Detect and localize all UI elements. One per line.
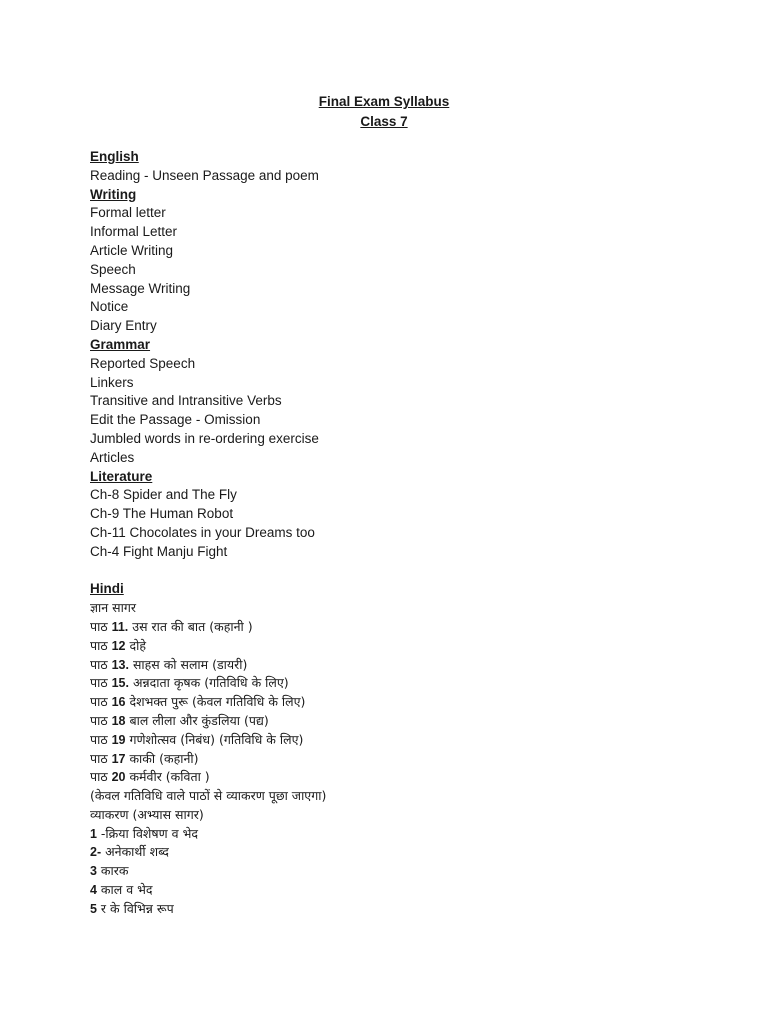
lesson-title: काकी (कहानी) [125,750,199,766]
lesson-prefix: पाठ [90,731,112,747]
english-reading: Reading - Unseen Passage and poem [90,167,319,183]
hindi-note: (केवल गतिविधि वाले पाठों से व्याकरण पूछा जाएगा) [90,788,327,804]
hindi-heading: Hindi [90,581,124,597]
lesson-title: देशभक्त पुरू (केवल गतिविधि के लिए) [125,694,306,710]
lesson-prefix: पाठ [90,656,112,672]
writing-heading: Writing [90,186,137,202]
hindi-lesson [90,656,690,675]
lesson-prefix: पाठ [90,637,112,653]
lesson-number: 19 [111,732,126,747]
item-number: 2- [90,845,102,860]
lesson-number: 15. [111,676,129,691]
lesson-title: अन्नदाता कृषक (गतिविधि के लिए) [128,675,289,691]
writing-item: Speech [90,261,136,277]
literature-item: Ch-11 Chocolates in your Dreams too [90,524,315,540]
literature-heading: Literature [90,468,153,484]
title-block [0,92,768,132]
hindi-lesson [90,731,690,750]
lesson-title: गणेशोत्सव (निबंध) (गतिविधि के लिए) [125,731,304,747]
writing-item: Article Writing [90,242,174,258]
hindi-grammar-item [90,843,690,862]
lesson-title: बाल लीला और कुंडलिया (पद्य) [125,712,269,728]
hindi-lesson [90,750,690,769]
literature-item: Ch-8 Spider and The Fly [90,487,237,503]
lesson-title: उस रात की बात (कहानी ) [128,618,253,634]
hindi-grammar-item [90,825,690,844]
hindi-lesson [90,712,690,731]
grammar-item: Reported Speech [90,355,196,371]
item-number: 3 [90,864,97,879]
writing-item: Informal Letter [90,224,178,240]
lesson-prefix: पाठ [90,694,112,710]
lesson-number: 12 [111,638,126,653]
hindi-grammar-item [90,881,690,900]
hindi-grammar-item [90,900,690,919]
item-text: -क्रिया विशेषण व भेद [96,825,199,841]
item-number: 1 [90,826,97,841]
literature-item: Ch-4 Fight Manju Fight [90,543,228,559]
lesson-prefix: पाठ [90,750,112,766]
hindi-lesson [90,618,690,637]
lesson-title: दोहे [125,637,146,653]
item-number: 4 [90,883,97,898]
section-gap [90,562,690,581]
grammar-item: Edit the Passage - Omission [90,412,261,428]
english-heading: English [90,149,139,164]
lesson-prefix: पाठ [90,769,112,785]
hindi-lesson [90,768,690,787]
grammar-item: Jumbled words in re-ordering exercise [90,430,319,446]
grammar-item: Articles [90,449,135,465]
hindi-grammar-item [90,862,690,881]
grammar-heading: Grammar [90,336,151,352]
lesson-title: साहस को सलाम (डायरी) [128,656,248,672]
lesson-number: 20 [111,770,126,785]
item-text: र के विभिन्न रूप [96,900,174,916]
item-number: 5 [90,901,97,916]
item-text: काल व भेद [96,882,153,898]
document-title: Final Exam Syllabus [318,94,450,109]
class-title: Class 7 [360,114,408,129]
lesson-number: 11. [111,619,129,634]
hindi-grammar-book: व्याकरण (अभ्यास सागर) [90,806,204,822]
hindi-lesson [90,693,690,712]
lesson-title: कर्मवीर (कविता ) [125,769,210,785]
grammar-item: Transitive and Intransitive Verbs [90,393,282,409]
lesson-number: 17 [111,751,126,766]
literature-item: Ch-9 The Human Robot [90,506,234,522]
writing-item: Notice [90,299,129,315]
writing-item: Diary Entry [90,318,157,334]
lesson-prefix: पाठ [90,712,112,728]
hindi-book-title: ज्ञान सागर [90,600,136,616]
lesson-number: 13. [111,657,129,672]
lesson-prefix: पाठ [90,618,112,634]
hindi-lesson [90,637,690,656]
hindi-lesson [90,674,690,693]
item-text: कारक [96,863,129,879]
writing-item: Message Writing [90,280,191,296]
grammar-item: Linkers [90,374,134,390]
writing-item: Formal letter [90,205,166,221]
lesson-prefix: पाठ [90,675,112,691]
lesson-number: 16 [111,695,126,710]
lesson-number: 18 [111,713,126,728]
item-text: अनेकार्थी शब्द [101,844,169,860]
syllabus-content [90,148,690,919]
